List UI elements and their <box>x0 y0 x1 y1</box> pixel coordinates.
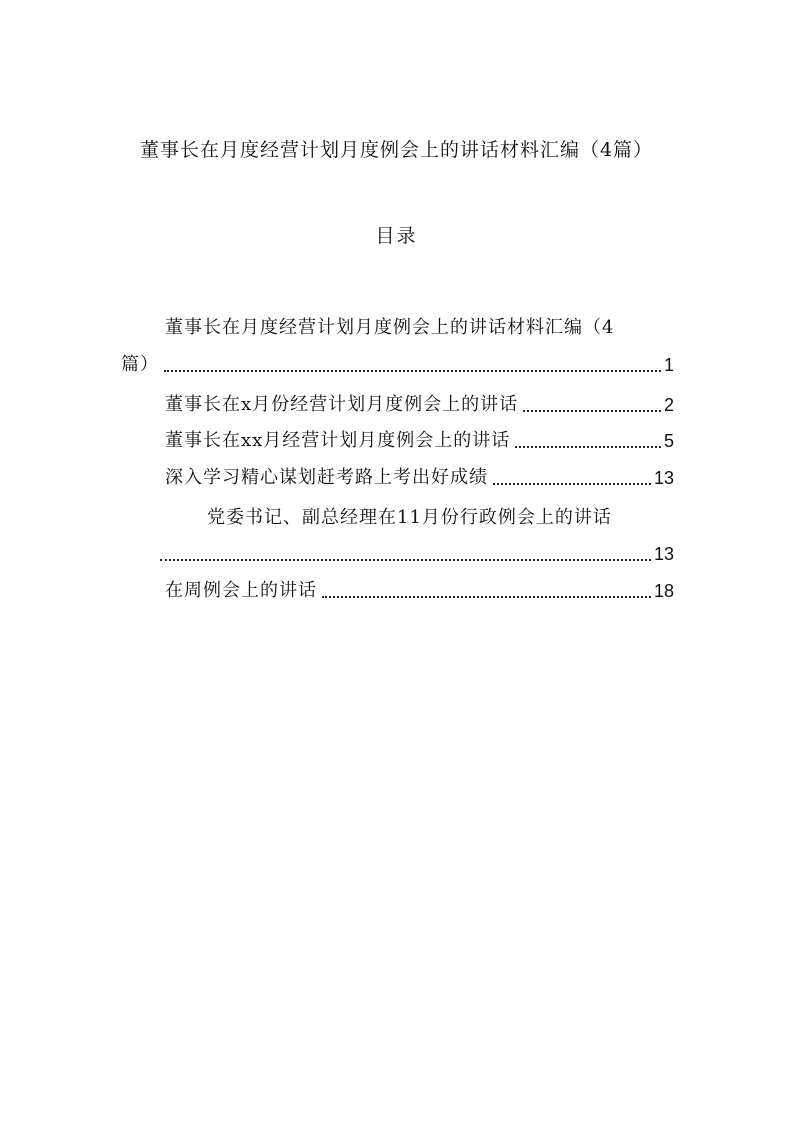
toc-leader-dots <box>160 559 651 561</box>
toc-entry-4-page: 13 <box>653 468 674 488</box>
toc-heading: 目录 <box>375 225 418 247</box>
toc-entry-3[interactable] <box>165 426 674 456</box>
toc-entry-4-text: 深入学习精心谋划赶考路上考出好成绩 <box>165 467 488 488</box>
toc-entry-2-page: 2 <box>663 395 674 415</box>
toc-entry-2-text: 董事长在x月份经营计划月度例会上的讲话 <box>165 394 519 415</box>
toc-entry-6[interactable] <box>165 576 674 606</box>
toc-entry-1-line-2: 篇） <box>121 354 159 375</box>
toc-entry-1-page: 1 <box>663 355 674 375</box>
toc-entry-1-line-1[interactable]: 董事长在月度经营计划月度例会上的讲话材料汇编（4 <box>165 317 615 338</box>
document-title: 董事长在月度经营计划月度例会上的讲话材料汇编（4篇） <box>139 139 654 161</box>
toc-leader-dots <box>164 370 661 372</box>
toc-entry-6-text: 在周例会上的讲话 <box>165 580 317 601</box>
toc-leader-dots <box>322 596 651 598</box>
toc-leader-dots <box>523 410 661 412</box>
toc-entry-1[interactable] <box>121 350 674 380</box>
toc-entry-5-line-1[interactable]: 党委书记、副总经理在11月份行政例会上的讲话 <box>207 507 612 528</box>
toc-leader-dots <box>493 483 651 485</box>
toc-entry-3-text: 董事长在xx月经营计划月度例会上的讲话 <box>165 430 511 451</box>
toc-leader-dots <box>515 446 661 448</box>
toc-entry-3-page: 5 <box>663 431 674 451</box>
toc-entry-5[interactable] <box>160 539 674 569</box>
toc-entry-5-page: 13 <box>653 544 674 564</box>
toc-entry-2[interactable] <box>165 390 674 420</box>
toc-entry-6-page: 18 <box>653 581 674 601</box>
toc-entry-4[interactable] <box>165 463 674 493</box>
